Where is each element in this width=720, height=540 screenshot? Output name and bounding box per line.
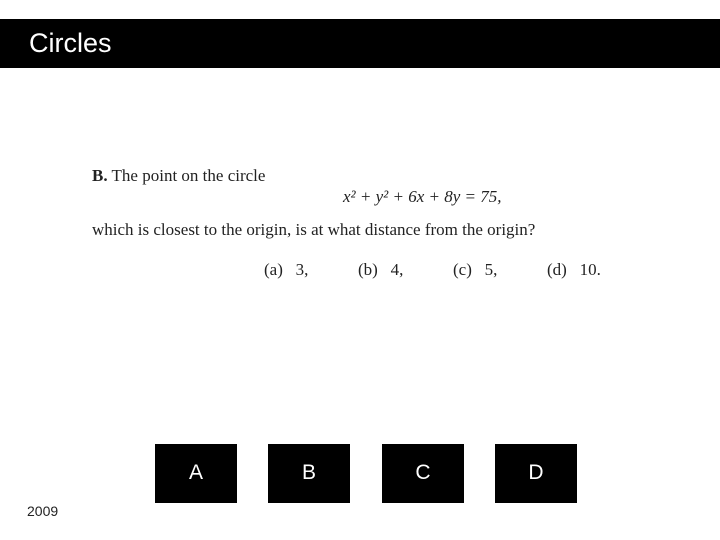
question-label: B. — [92, 166, 108, 185]
answer-button-a[interactable] — [155, 444, 237, 503]
footer-year: 2009 — [27, 503, 59, 519]
answer-button-c[interactable] — [382, 444, 464, 503]
slide-title: Circles — [29, 28, 112, 58]
choice-value: 3, — [295, 260, 309, 279]
choice-letter: (c) — [453, 260, 472, 279]
answer-label: A — [188, 461, 203, 484]
question-line-2: which is closest to the origin, is at what distance from the origin? — [92, 220, 536, 239]
choice-c — [453, 260, 497, 280]
choice-letter: (d) — [547, 260, 567, 279]
choice-value: 5, — [484, 260, 498, 279]
answer-label: D — [528, 461, 544, 484]
answer-button-d[interactable] — [495, 444, 577, 503]
answer-label: B — [301, 461, 316, 484]
question-intro: The point on the circle — [111, 166, 266, 185]
choice-d — [547, 260, 601, 280]
answer-button-b[interactable] — [268, 444, 350, 503]
question-line-1 — [92, 166, 265, 186]
choice-letter: (b) — [358, 260, 378, 279]
question-block — [92, 160, 652, 290]
circle-equation: x² + y² + 6x + 8y = 75, — [343, 187, 502, 206]
choice-b — [358, 260, 403, 280]
choice-a — [264, 260, 308, 280]
choice-letter: (a) — [264, 260, 283, 279]
choice-value: 4, — [390, 260, 404, 279]
answer-label: C — [415, 461, 431, 484]
choice-value: 10. — [579, 260, 601, 279]
